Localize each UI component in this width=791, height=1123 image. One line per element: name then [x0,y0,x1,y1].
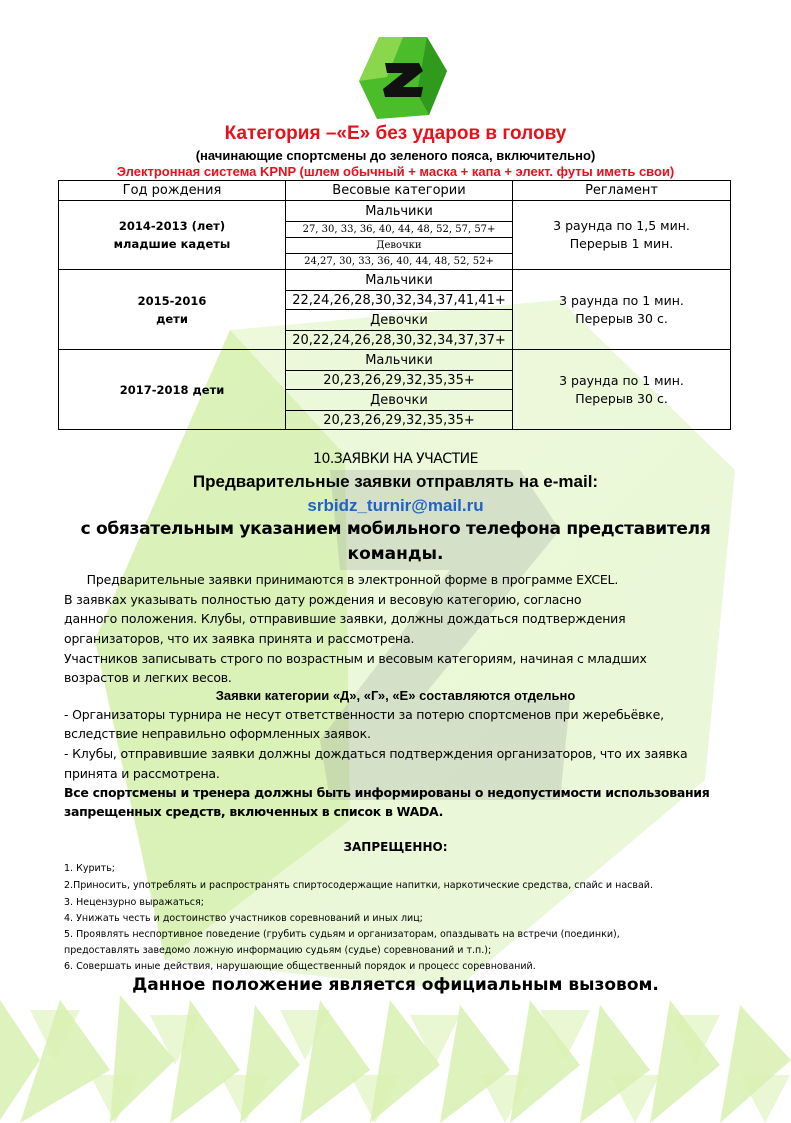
girls-weights: 20,22,24,26,28,30,32,34,37,37+ [286,331,513,350]
table-header-row [59,181,731,201]
paragraph-line: данного положения. Клубы, отправившие заявки, должны дождаться подтверждения [64,611,626,626]
paragraph-line: В заявках указывать полностью дату рождения и весовую категорию, согласно [64,592,582,607]
email-link[interactable]: srbidz_turnir@mail.ru [307,496,484,515]
rounds: 3 раунда по 1 мин. [559,372,684,388]
girls-label: Девочки [286,390,513,411]
age-range: 2014-2013 (лет) [118,219,226,233]
header-regulation: Регламент [513,181,731,201]
prelim-applications: Предварительные заявки отправлять на e-mail: [192,472,599,491]
scoring-system-note: Электронная система KPNP (шлем обычный + маска + капа + элект. футы иметь свои) [116,164,675,179]
wada-warning-line: Все спортсмены и тренера должны быть информированы о недопустимости использования [64,785,710,800]
rounds: 3 раунда по 1 мин. [559,292,684,308]
header-weight-categories: Весовые категории [286,181,513,201]
regulation-cell [513,201,731,270]
separate-applications-note: Заявки категории «Д», «Г», «Е» составляются отдельно [215,688,576,703]
table-row [59,270,731,291]
paragraph-line: организаторов, что их заявка принята и рассмотрена. [64,631,415,646]
forbidden-item: 2.Приносить, употреблять и распространять спиртосодержащие напитки, наркотические средства, спайс и насвай. [64,880,653,891]
boys-label: Мальчики [286,270,513,291]
wada-warning-line: запрещенных средств, включенных в список в WADA. [64,804,444,819]
forbidden-title: ЗАПРЕЩЕННО: [343,840,448,854]
note-line: принята и рассмотрена. [64,766,220,781]
forbidden-item: 6. Совершать иные действия, нарушающие общественный порядок и процесс соревнований. [64,961,536,972]
girls-weights: 20,23,26,29,32,35,35+ [286,411,513,430]
table-row [59,201,731,222]
section-heading: 10.ЗАЯВКИ НА УЧАСТИЕ [313,451,478,467]
forbidden-item: 5. Проявлять неспортивное поведение (грубить судьям и организаторам, опаздывать на встречи (поединки), [64,929,620,940]
forbidden-item: предоставлять заведомо ложную информацию судьям (судье) соревнований и т.п.); [64,945,492,956]
weight-category-table [58,180,731,430]
age-range: 2015-2016 [137,293,207,308]
club-logo [357,33,449,123]
note-line: - Клубы, отправившие заявки должны дождаться подтверждения организаторов, что их заявка [64,746,688,761]
official-call-statement: Данное положение является официальным вызовом. [132,975,659,995]
boys-weights: 22,24,26,28,30,32,34,37,41,41+ [286,291,513,310]
paragraph-line: Участников записывать строго по возрастным и весовым категориям, начиная с младших [64,651,647,666]
age-group-cell [59,270,286,350]
girls-label: Девочки [286,310,513,331]
category-subtitle: (начинающие спортсмены до зеленого пояса, включительно) [195,148,596,163]
regulation-cell [513,350,731,430]
break: Перерыв 30 с. [575,390,668,406]
mobile-note-line: с обязательным указанием мобильного телефона представителя [80,519,711,539]
boys-label: Мальчики [286,201,513,222]
age-label: дети [156,311,188,326]
age-group-cell [59,201,286,270]
category-title: Категория –«Е» без ударов в голову [224,123,567,144]
mobile-note-line: команды. [347,544,444,564]
boys-weights: 27, 30, 33, 36, 40, 44, 48, 52, 57, 57+ [286,222,513,238]
note-line: вследствие неправильно оформленных заявок. [64,726,371,741]
paragraph-line: возрастов и легких весов. [64,670,232,685]
header-birth-year: Год рождения [59,181,286,201]
note-line: - Организаторы турнира не несут ответственности за потерю спортсменов при жеребьёвке, [64,707,664,722]
age-range: 2017-2018 дети [119,382,225,397]
break: Перерыв 1 мин. [569,236,674,251]
rounds: 3 раунда по 1,5 мин. [553,218,690,233]
boys-label: Мальчики [286,350,513,371]
age-label: младшие кадеты [113,237,231,251]
table-row [59,350,731,371]
forbidden-item: 3. Нецензурно выражаться; [64,897,204,908]
forbidden-item: 4. Унижать честь и достоинство участников соревнований и иных лиц; [64,913,423,924]
boys-weights: 20,23,26,29,32,35,35+ [286,371,513,390]
break: Перерыв 30 с. [575,310,668,326]
paragraph-line: Предварительные заявки принимаются в электронной форме в программе EXCEL. [64,572,619,587]
girls-weights: 24,27, 30, 33, 36, 40, 44, 48, 52, 52+ [286,254,513,270]
age-group-cell [59,350,286,430]
regulation-cell [513,270,731,350]
girls-label: Девочки [286,238,513,254]
forbidden-item: 1. Курить; [64,863,115,874]
